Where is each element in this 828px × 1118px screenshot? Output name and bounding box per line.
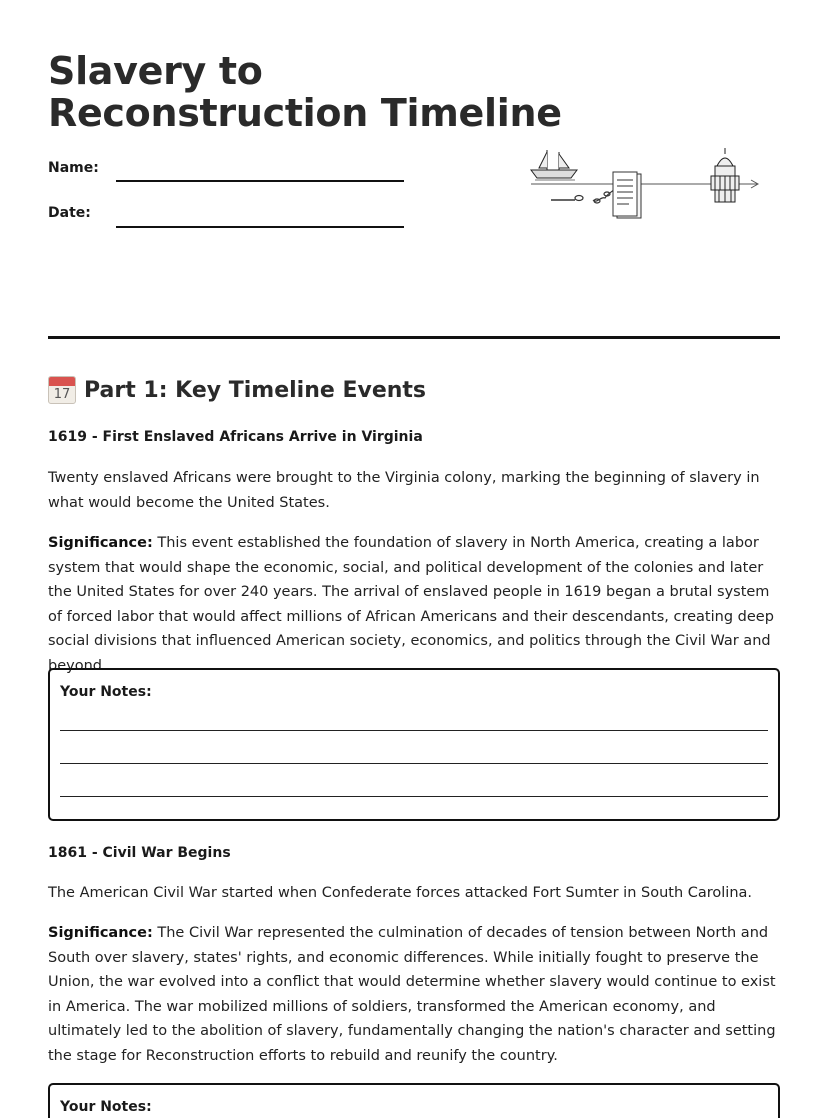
ship-icon <box>531 150 577 180</box>
significance-label: Significance: <box>48 535 153 551</box>
name-write-line[interactable] <box>116 180 404 182</box>
section-divider <box>48 336 780 339</box>
significance-label: Significance: <box>48 925 153 941</box>
event-significance-1861 <box>48 921 780 1069</box>
part1-heading-text: Part 1: Key Timeline Events <box>84 377 427 403</box>
notes-line[interactable] <box>60 730 768 731</box>
notes-line[interactable] <box>60 796 768 797</box>
date-field <box>48 205 91 221</box>
notes-label: Your Notes: <box>60 1099 152 1115</box>
significance-text: This event established the foundation of slavery in North America, creating a labor system that would shape the economic, social, and political development of the colonies and later the United States for over 240 years. The arrival of enslaved people in 1619 began a brutal system of forced labor that would affect millions of African Americans and their descendants, creating deep social divisions that influenced American society, economics, and politics through the Civil War and beyond. <box>48 535 774 674</box>
name-label: Name: <box>48 160 99 176</box>
title-line-2: Reconstruction Timeline <box>48 91 562 135</box>
notes-box-1861[interactable] <box>48 1083 780 1118</box>
event-description-1861: The American Civil War started when Confederate forces attacked Fort Sumter in South Carolina. <box>48 885 753 901</box>
event-title-1861: 1861 - Civil War Begins <box>48 845 231 861</box>
title-line-1: Slavery to <box>48 49 263 93</box>
calendar-day: 17 <box>53 387 71 402</box>
document-icon <box>613 172 641 218</box>
chain-icon <box>551 188 615 203</box>
page-title <box>48 50 562 134</box>
name-field <box>48 160 99 176</box>
notes-line[interactable] <box>60 763 768 764</box>
event-significance-1619 <box>48 531 780 679</box>
date-write-line[interactable] <box>116 226 404 228</box>
significance-text: The Civil War represented the culmination of decades of tension between North and South over slavery, states' rights, and economic differences. While initially fought to preserve the Union, the war evolved into a conflict that would determine whether slavery would continue to exist in America. The war mobilized millions of soldiers, transformed the American economy, and ultimately led to the abolition of slavery, fundamentally changing the nation's character and setting the stage for Reconstruction efforts to rebuild and reunify the country. <box>48 925 776 1064</box>
event-title-1619: 1619 - First Enslaved Africans Arrive in Virginia <box>48 429 423 445</box>
calendar-icon <box>48 376 76 404</box>
timeline-illustration <box>525 142 765 222</box>
notes-box-1619[interactable] <box>48 668 780 821</box>
date-label: Date: <box>48 205 91 221</box>
capitol-icon <box>711 148 739 202</box>
part1-heading <box>48 374 426 406</box>
event-description-1619: Twenty enslaved Africans were brought to the Virginia colony, marking the beginning of slavery in what would become the United States. <box>48 470 760 511</box>
notes-label: Your Notes: <box>60 684 152 700</box>
